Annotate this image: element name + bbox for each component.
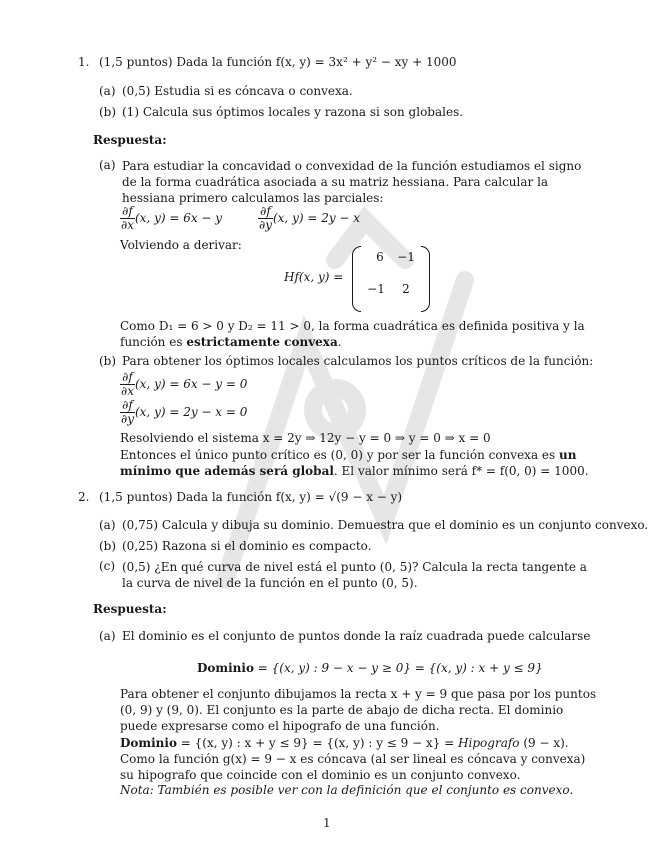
- r1a-label: (a): [99, 158, 116, 172]
- hessian-lhs: Hf(x, y) =: [284, 270, 344, 284]
- q2a-text: (0,75) Calcula y dibuja su dominio. Demuestra que el dominio es un conjunto convexo.: [122, 518, 649, 532]
- r1a-conclusion: Como D₁ = 6 > 0 y D₂ = 11 > 0, la forma cuadrática es definida positiva y la función es estrictamente convexa.: [120, 319, 585, 349]
- q2-header: (1,5 puntos) Dada la función f(x, y) = √(9 − x − y): [99, 490, 403, 504]
- q1b-text: (1) Calcula sus óptimos locales y razona si son globales.: [122, 105, 464, 119]
- r2a-note: Nota: También es posible ver con la definición que el conjunto es convexo.: [120, 783, 574, 797]
- q2b-text: (0,25) Razona si el dominio es compacto.: [122, 539, 372, 553]
- q1-number: 1.: [78, 55, 90, 69]
- q1a-text: (0,5) Estudia si es cóncava o convexa.: [122, 84, 353, 98]
- q1a-label: (a): [99, 84, 116, 98]
- r1b-intro: Para obtener los óptimos locales calculamos los puntos críticos de la función:: [122, 354, 594, 368]
- hessian-m21: −1: [367, 282, 385, 296]
- q2c-text: (0,5) ¿En qué curva de nivel está el punto (0, 5)? Calcula la recta tangente a la curva de nivel de la función en el punto (0, 5).: [122, 560, 587, 590]
- q1b-label: (b): [99, 105, 117, 119]
- r1a-paragraph: Para estudiar la concavidad o convexidad de la función estudiamos el signo de la forma cuadrática asociada a su matriz hessiana. Para calcular la hessiana primero calculamos las parciales:: [122, 159, 582, 205]
- q2a-label: (a): [99, 518, 116, 532]
- rederive-text: Volviendo a derivar:: [120, 238, 242, 252]
- hessian-m22: 2: [402, 282, 410, 296]
- answer-heading-2: Respuesta:: [93, 602, 167, 616]
- domain-equation: Dominio = {(x, y) : 9 − x − y ≥ 0} = {(x, y) : x + y ≤ 9}: [197, 661, 543, 675]
- q2b-label: (b): [99, 539, 117, 553]
- q1-header: (1,5 puntos) Dada la función f(x, y) = 3x² + y² − xy + 1000: [99, 55, 457, 69]
- solve-system: Resolviendo el sistema x = 2y ⇒ 12y − y = 0 ⇒ y = 0 ⇒ x = 0: [120, 431, 491, 445]
- q2-number: 2.: [78, 490, 90, 504]
- hessian-m11: 6: [376, 250, 384, 264]
- hessian-matrix: [352, 246, 430, 310]
- critical-eq-x: $\frac{\partial f}{\partial x}$ (x, y) = 6x − y = 0: [121, 370, 248, 398]
- critical-eq-y: $\frac{\partial f}{\partial y}$ (x, y) = 2y − x = 0: [121, 398, 248, 426]
- r2a-paragraph: Para obtener el conjunto dibujamos la recta x + y = 9 que pasa por los puntos (0, 9) y (9, 0). El conjunto es la parte de abajo de dicha recta. El dominio puede expresarse como el hipografo de una función.: [120, 687, 597, 733]
- partial-fy: $\frac{\partial f}{\partial y}$ (x, y) = 2y − x: [259, 204, 361, 232]
- q2c-label: (c): [99, 559, 116, 573]
- r2a-label: (a): [99, 629, 116, 643]
- r1b-label: (b): [99, 354, 117, 368]
- page-number: 1: [323, 816, 331, 830]
- partial-fx: $\frac{\partial f}{\partial x}$ (x, y) = 6x − y: [121, 204, 223, 232]
- r1b-conclusion: Entonces el único punto crítico es (0, 0) y por ser la función convexa es un mínimo que además será global. El valor mínimo será f* = f(0, 0) = 1000.: [120, 448, 589, 478]
- hessian-m12: −1: [397, 250, 415, 264]
- r2a-intro: El dominio es el conjunto de puntos donde la raíz cuadrada puede calcularse: [122, 629, 591, 643]
- r2a-convexity: Dominio = {(x, y) : x + y ≤ 9} = {(x, y) : y ≤ 9 − x} = Hipografo (9 − x). Como la función g(x) = 9 − x es cóncava (al ser lineal es cóncava y convexa) su hipografo que coincide con el dominio es un conjunto convexo.: [120, 736, 586, 782]
- answer-heading-1: Respuesta:: [93, 133, 167, 147]
